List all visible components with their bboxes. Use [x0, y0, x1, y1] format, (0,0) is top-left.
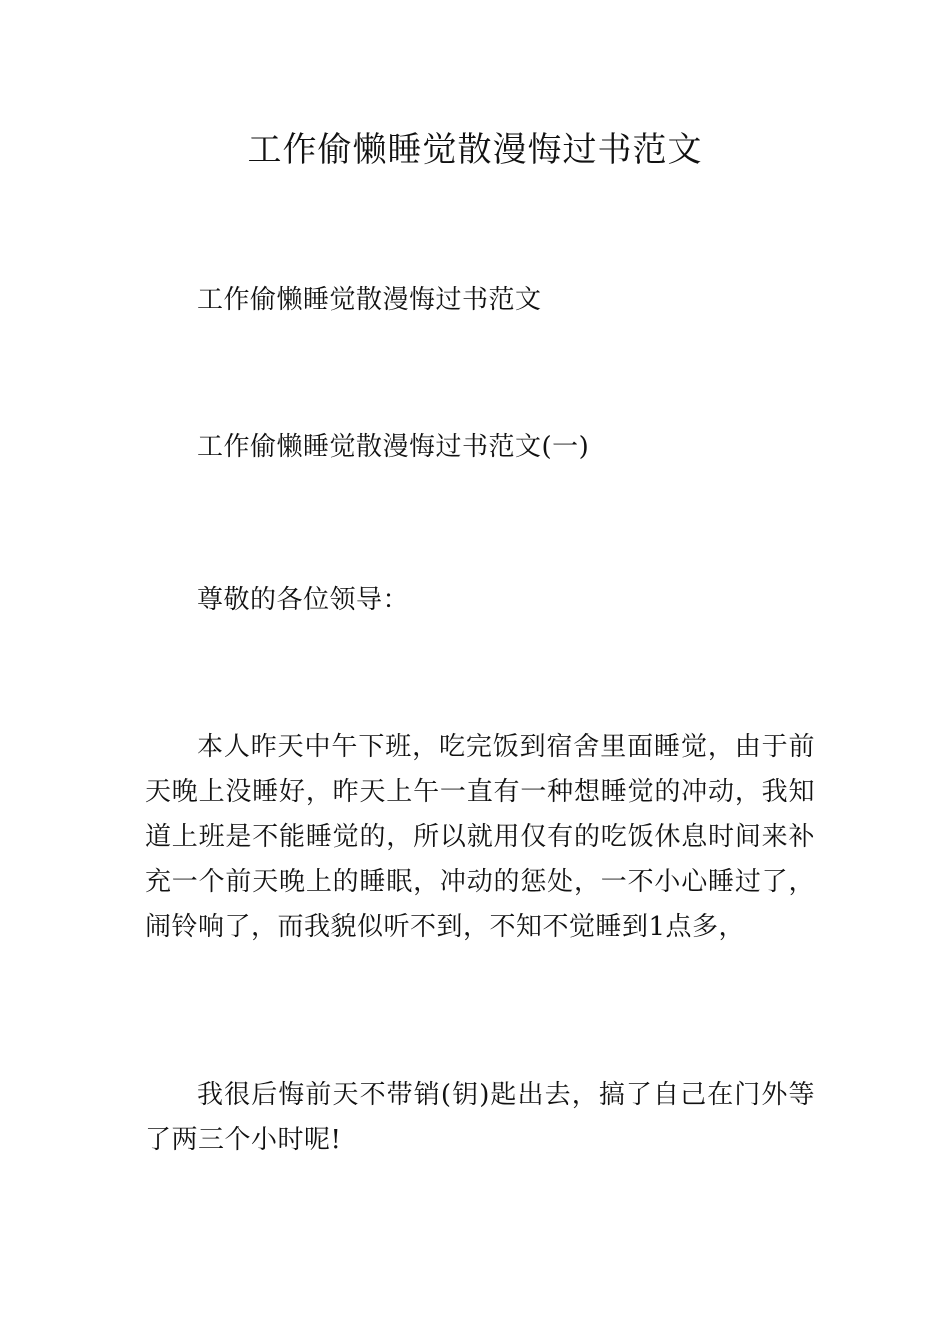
section-heading-paragraph: 工作偷懒睡觉散漫悔过书范文(一) — [197, 432, 590, 462]
salutation-paragraph: 尊敬的各位领导： — [197, 585, 410, 615]
body-paragraph: 本人昨天中午下班，吃完饭到宿舍里面睡觉，由于前天晚上没睡好，昨天上午一直有一种想睡觉的冲动，我知道上班是不能睡觉的，所以就用仅有的吃饭休息时间来补充一个前天晚上的睡眠，冲动的惩处，一不小心睡过了，闹铃响了，而我貌似听不到，不知不觉睡到1点多， — [145, 732, 815, 942]
subtitle-paragraph: 工作偷懒睡觉散漫悔过书范文 — [197, 285, 542, 315]
body-paragraph: 我很后悔前天不带销(钥)匙出去，搞了自己在门外等了两三个小时呢! — [145, 1080, 815, 1155]
document-title: 工作偷懒睡觉散漫悔过书范文 — [247, 130, 703, 170]
